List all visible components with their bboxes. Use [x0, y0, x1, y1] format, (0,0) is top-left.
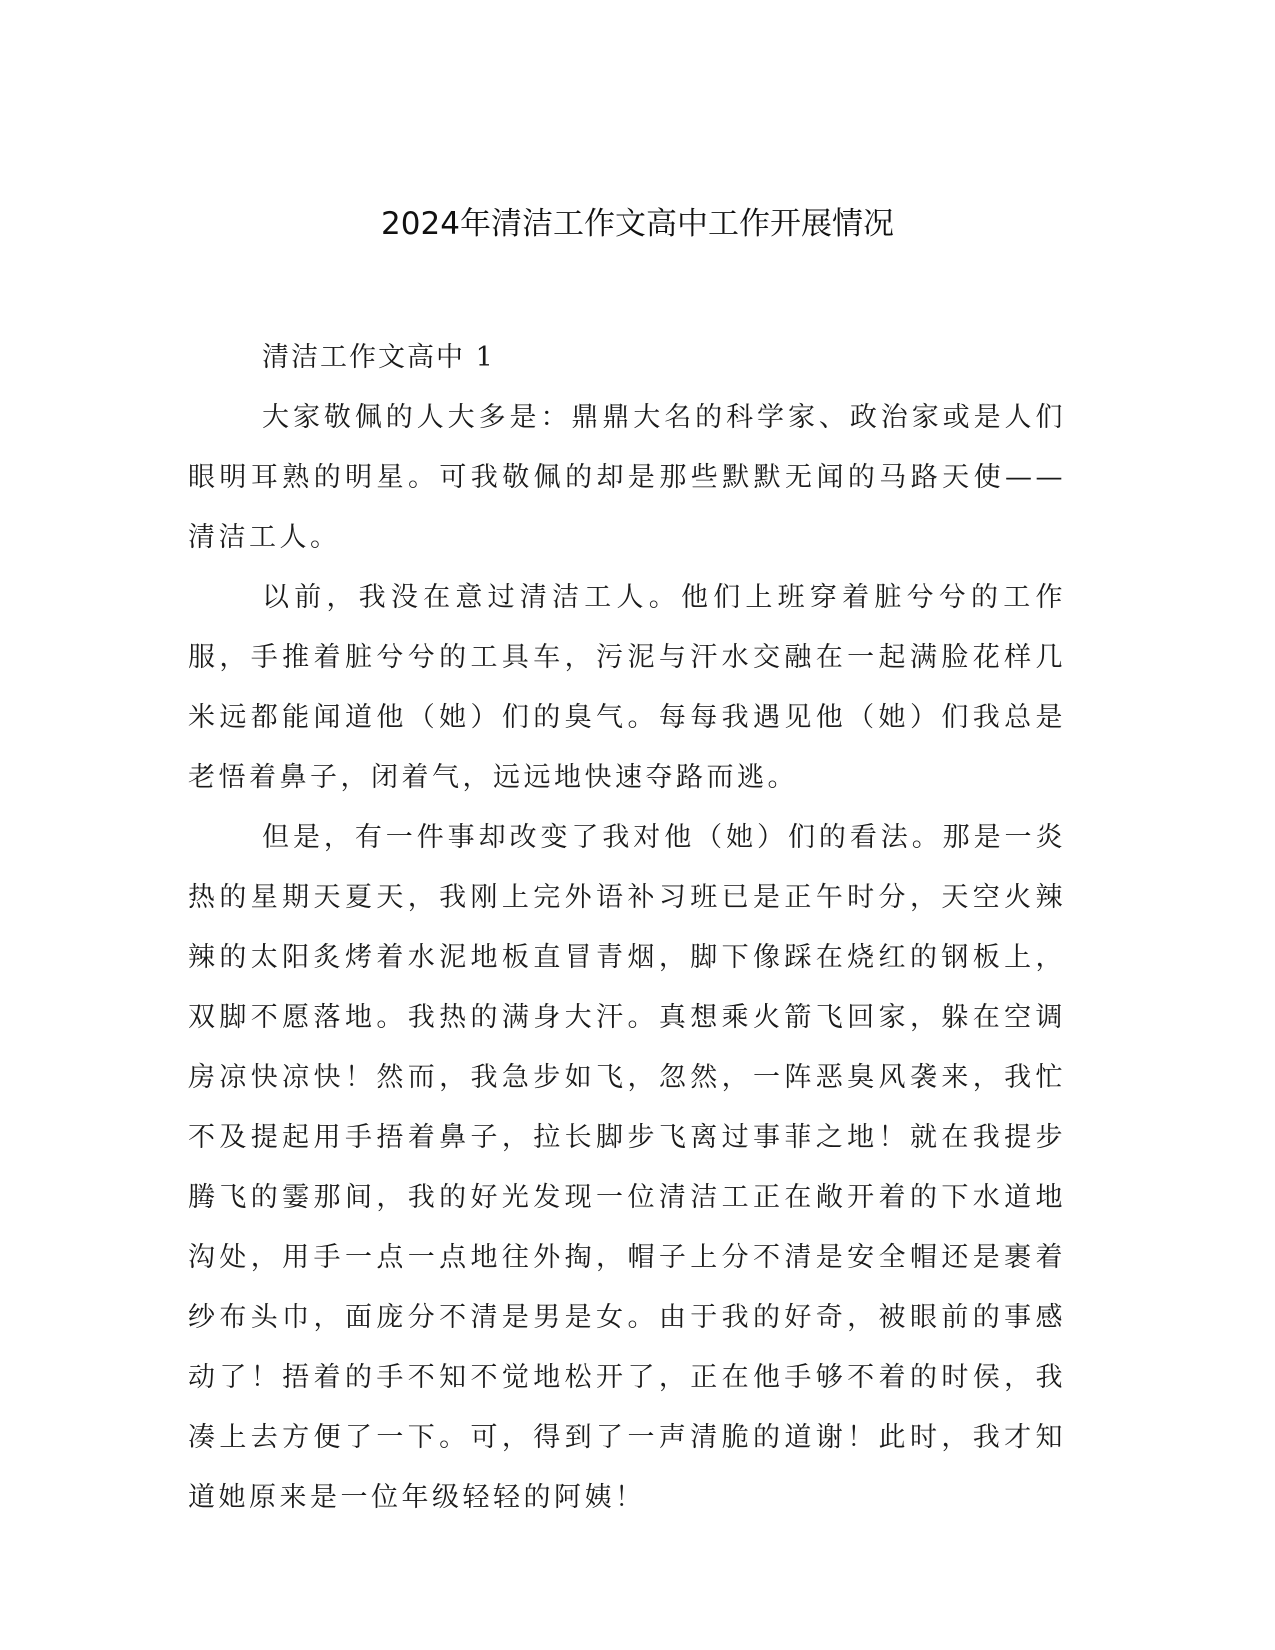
- section-heading: 清洁工作文高中 1: [262, 342, 495, 373]
- document-title: 2024年清洁工作文高中工作开展情况: [381, 206, 894, 242]
- paragraph-3: 但是，有一件事却改变了我对他（她）们的看法。那是一炎热的星期天夏天，我刚上完外语补习班已是正午时分，天空火辣辣的太阳炙烤着水泥地板直冒青烟，脚下像踩在烧红的钢板上，双脚不愿落地。我热的满身大汗。真想乘火箭飞回家，躲在空调房凉快凉快！然而，我急步如飞，忽然，一阵恶臭风袭来，我忙不及提起用手捂着鼻子，拉长脚步飞离过事菲之地！就在我提步腾飞的霎那间，我的好光发现一位清洁工正在敞开着的下水道地沟处，用手一点一点地往外掏，帽子上分不清是安全帽还是裹着纱布头巾，面庞分不清是男是女。由于我的好奇，被眼前的事感动了！捂着的手不知不觉地松开了，正在他手够不着的时侯，我凑上去方便了一下。可，得到了一声清脆的道谢！此时，我才知道她原来是一位年级轻轻的阿姨！: [188, 822, 1066, 1513]
- paragraph-2: 以前，我没在意过清洁工人。他们上班穿着脏兮兮的工作服，手推着脏兮兮的工具车，污泥与汗水交融在一起满脸花样几米远都能闻道他（她）们的臭气。每每我遇见他（她）们我总是老悟着鼻子，闭着气，远远地快速夺路而逃。: [188, 582, 1066, 793]
- document-body: [188, 328, 1066, 1528]
- paragraph-1: 大家敬佩的人大多是：鼎鼎大名的科学家、政治家或是人们眼明耳熟的明星。可我敬佩的却是那些默默无闻的马路天使——清洁工人。: [188, 402, 1066, 553]
